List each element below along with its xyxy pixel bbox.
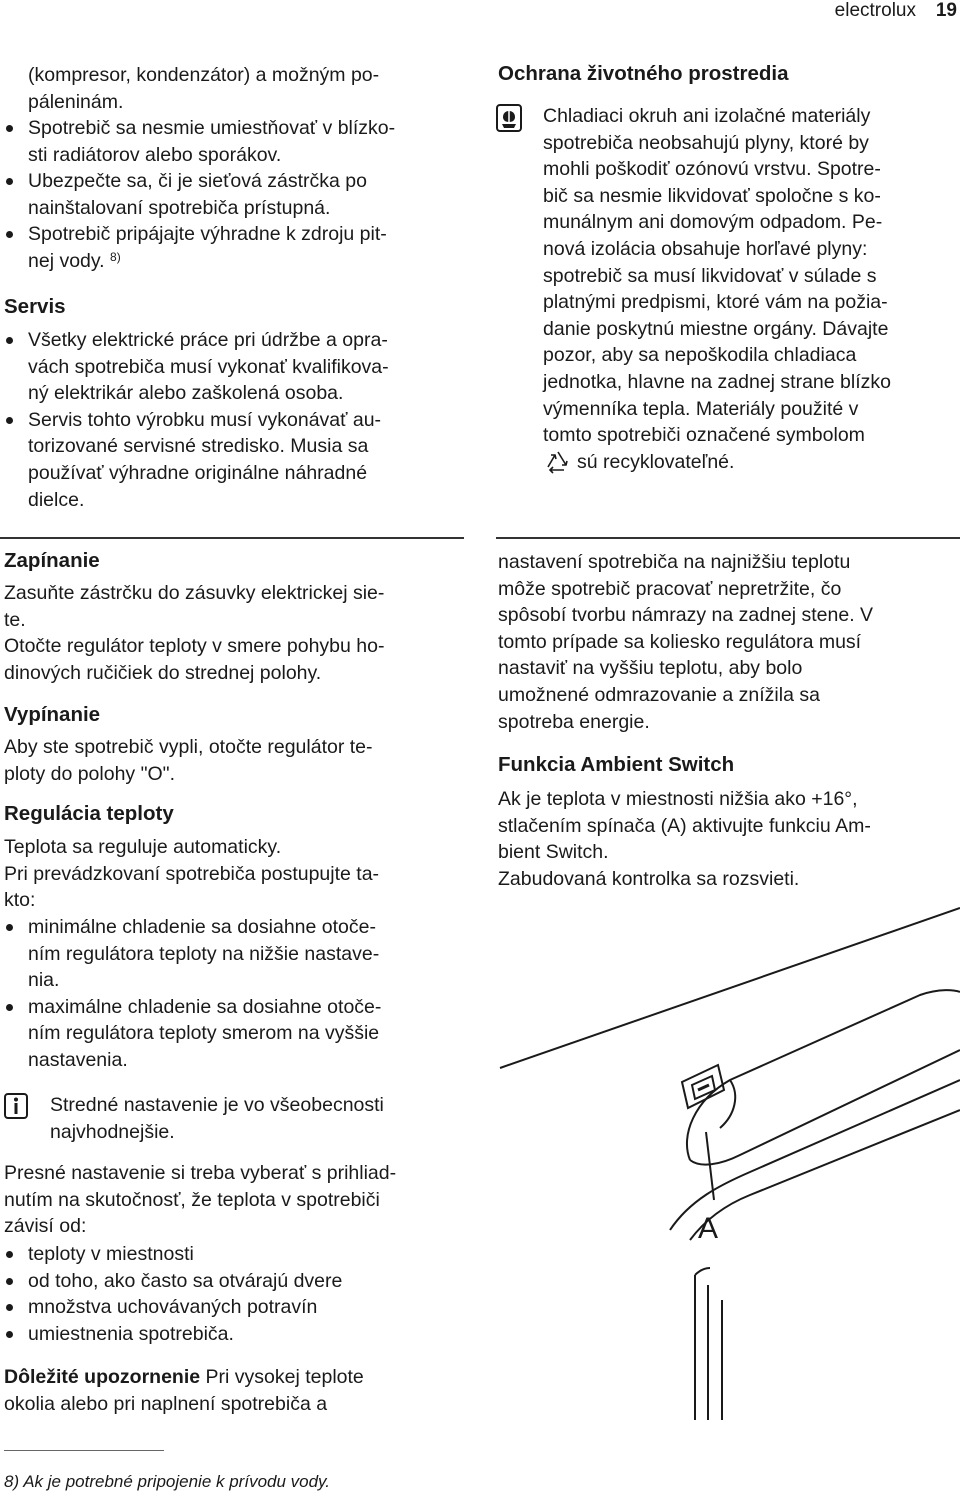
- text-fragment: sú recyklovateľné.: [577, 450, 735, 473]
- zapinanie-heading: Zapínanie: [4, 549, 100, 572]
- figure-drawing: [490, 900, 960, 1420]
- text-line: môže spotrebič pracovať nepretržite, čo: [498, 577, 842, 600]
- text-line: Stredné nastavenie je vo všeobecnosti: [50, 1094, 384, 1116]
- ambient-switch-figure: [490, 900, 960, 1420]
- page-number: 19: [935, 0, 957, 21]
- col1-top-bullets: [4, 115, 464, 275]
- text-line: Ak je teplota v miestnosti nižšia ako +16°,: [498, 788, 858, 810]
- list-item: množstva uchovávaných potravín: [4, 1294, 464, 1321]
- text-line: ním regulátora teploty smerom na vyššie: [28, 1022, 380, 1045]
- text-line: minimálne chladenie sa dosiahne otoče-: [28, 916, 376, 938]
- list-item: [4, 221, 464, 274]
- text-line: nová izolácia obsahuje horľavé plyny:: [543, 237, 868, 260]
- list-item: [4, 168, 464, 221]
- text-line: spotrebiča neobsahujú plyny, ktoré by: [543, 131, 869, 154]
- footnote-ref: 8): [110, 249, 121, 264]
- text-line: nutím na skutočnosť, že teplota v spotrebiči: [4, 1188, 380, 1211]
- important-note: [4, 1364, 464, 1417]
- text-fragment: Pri vysokej teplote: [200, 1366, 364, 1388]
- text-line: bient Switch.: [498, 841, 609, 864]
- text-line: umožnené odmrazovanie a znížila sa: [498, 683, 820, 706]
- list-item: od toho, ako často sa otvárajú dvere: [4, 1268, 464, 1295]
- regulacia-text: [4, 834, 464, 914]
- text-line: kto:: [4, 889, 36, 912]
- text-line: spotrebič sa musí likvidovať v súlade s: [543, 264, 877, 287]
- figure-label: A: [697, 1212, 719, 1245]
- text-line: Pri prevádzkovaní spotrebiča postupujte ta-: [4, 862, 380, 885]
- text-line: dielce.: [28, 488, 85, 511]
- text-line: nia.: [28, 969, 60, 992]
- text-line: mohli poškodiť ozónovú vrstvu. Spotre-: [543, 158, 881, 181]
- text-line: najvhodnejšie.: [50, 1120, 175, 1143]
- text-line: te.: [4, 608, 26, 631]
- text-line: sti radiátorov alebo sporákov.: [28, 143, 282, 166]
- text-line: spôsobí tvorbu námrazy na zadnej stene. V: [498, 604, 874, 627]
- servis-heading: Servis: [4, 295, 66, 318]
- ochrana-heading: Ochrana životného prostredia: [498, 62, 789, 85]
- text-line: dinových ručičiek do strednej polohy.: [4, 661, 322, 684]
- text-line: používať výhradne originálne náhradné: [28, 461, 368, 484]
- text-line: [543, 449, 958, 476]
- text-line: Otočte regulátor teploty v smere pohybu ho-: [4, 635, 385, 658]
- text-line: munálnym ani domovým odpadom. Pe-: [543, 211, 883, 234]
- environment-icon: [496, 104, 522, 132]
- ochrana-text: [543, 103, 958, 475]
- text-line: výmenníka tepla. Materiály použité v: [543, 397, 859, 420]
- text-line: Zasuňte zástrčku do zásuvky elektrickej sie-: [4, 582, 385, 604]
- recycle-icon: [545, 450, 571, 482]
- text-line: Všetky elektrické práce pri údržbe a opra-: [28, 329, 388, 351]
- text-line: stlačením spínača (A) aktivujte funkciu Am-: [498, 814, 871, 837]
- text-line: maximálne chladenie sa dosiahne otoče-: [28, 995, 382, 1018]
- col1-top: [28, 62, 468, 115]
- depends-list: [4, 1241, 464, 1347]
- text-line: torizované servisné stredisko. Musia sa: [28, 435, 369, 458]
- text-line: Ubezpečte sa, či je sieťová zástrčka po: [28, 170, 367, 193]
- text-line: Zabudovaná kontrolka sa rozsvieti.: [498, 867, 800, 890]
- text-line: vách spotrebiča musí vykonať kvalifikova-: [28, 355, 389, 378]
- text-line: tomto spotrebiči označené symbolom: [543, 424, 865, 447]
- text-line: [4, 1364, 464, 1391]
- regulacia-list: [4, 914, 464, 1074]
- text-line: Presné nastavenie si treba vyberať s prihliad-: [4, 1162, 397, 1184]
- text-line: závisí od:: [4, 1215, 87, 1238]
- ambient-heading: Funkcia Ambient Switch: [498, 753, 735, 776]
- ambient-text: [498, 786, 958, 892]
- zapinanie-text: [4, 580, 464, 686]
- vypinanie-text: [4, 734, 464, 787]
- text-line: jednotka, hlavne na zadnej strane blízko: [543, 370, 891, 393]
- info-icon: [4, 1093, 28, 1119]
- footnote: 8) Ak je potrebné pripojenie k prívodu vody.: [4, 1472, 331, 1491]
- divider: [0, 537, 464, 539]
- text-line: nastavení spotrebiča na najnižšiu teplotu: [498, 551, 851, 573]
- header-brand: electrolux: [834, 0, 916, 21]
- text-line: nainštalovaní spotrebiča prístupná.: [28, 196, 331, 219]
- text-line: danie poskytnú miestne orgány. Dávajte: [543, 317, 889, 340]
- text-line: spotreba energie.: [498, 710, 650, 733]
- footnote-divider: [4, 1450, 164, 1451]
- important-label: Dôležité upozornenie: [4, 1366, 201, 1388]
- text-line: Spotrebič pripájajte výhradne k zdroju pit-: [28, 223, 387, 246]
- info-note: [50, 1092, 464, 1145]
- text-line: nastavenia.: [28, 1048, 128, 1071]
- text-line: platnými predpismi, ktoré vám na požia-: [543, 291, 888, 314]
- list-item: teploty v miestnosti: [4, 1241, 464, 1268]
- text-line: tomto prípade sa koliesko regulátora musí: [498, 630, 862, 653]
- text-line: [28, 248, 464, 275]
- list-item: umiestnenia spotrebiča.: [4, 1321, 464, 1348]
- list-item: [4, 994, 464, 1074]
- text-fragment: nej vody.: [28, 249, 105, 272]
- text-line: bič sa nesmie likvidovať spoločne s ko-: [543, 184, 881, 207]
- divider: [496, 537, 960, 539]
- list-item: [4, 914, 464, 994]
- text-line: Servis tohto výrobku musí vykonávať au-: [28, 408, 382, 431]
- text-line: ný elektrikár alebo zaškolená osoba.: [28, 382, 344, 405]
- text-line: pozor, aby sa nepoškodila chladiaca: [543, 344, 857, 367]
- text-line: nastaviť na vyššiu teplotu, aby bolo: [498, 657, 803, 680]
- text-line: Chladiaci okruh ani izolačné materiály: [543, 105, 871, 127]
- col2-continuation: [498, 549, 958, 735]
- text-line: ploty do polohy "O".: [4, 762, 176, 785]
- presne-text: [4, 1160, 464, 1240]
- text-line: okolia alebo pri naplnení spotrebiča a: [4, 1392, 328, 1415]
- regulacia-heading: Regulácia teploty: [4, 802, 174, 825]
- text-line: páleninám.: [28, 90, 124, 113]
- list-item: [4, 115, 464, 168]
- vypinanie-heading: Vypínanie: [4, 703, 101, 726]
- text-line: (kompresor, kondenzátor) a možným po-: [28, 64, 380, 86]
- text-line: Aby ste spotrebič vypli, otočte regulátor te-: [4, 736, 373, 758]
- list-item: [4, 327, 464, 407]
- text-line: Teplota sa reguluje automaticky.: [4, 836, 282, 858]
- list-item: [4, 407, 464, 513]
- text-line: ním regulátora teploty na nižšie nastave-: [28, 942, 380, 965]
- servis-list: [4, 327, 464, 513]
- text-line: Spotrebič sa nesmie umiestňovať v blízko-: [28, 117, 396, 139]
